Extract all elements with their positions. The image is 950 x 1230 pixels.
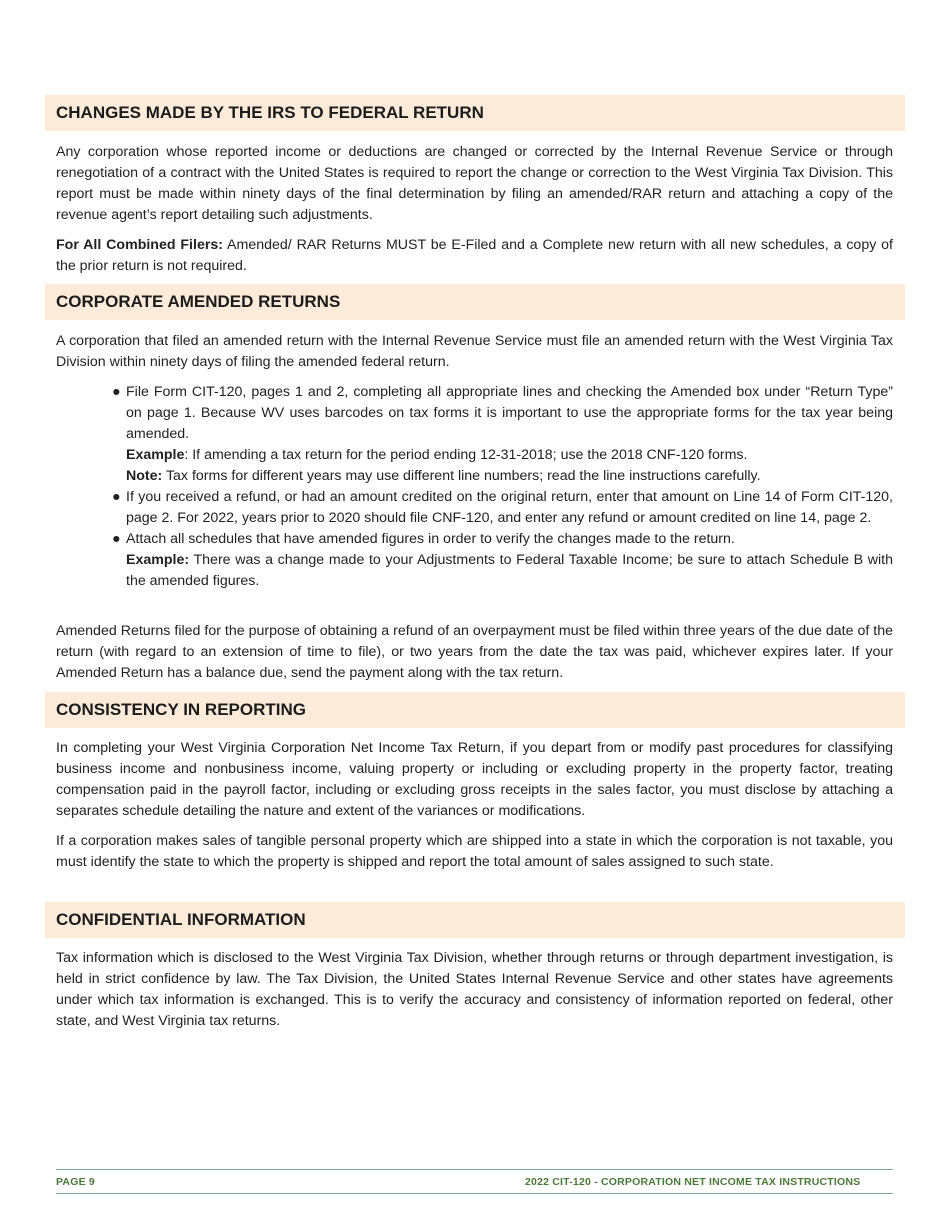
- consistency-paragraph-2: If a corporation makes sales of tangible personal property which are shipped into a state in which the corporation is not taxable, you must identify the state to which the property is shipped and report the total amount of sales assigned to such state.: [56, 833, 893, 870]
- combined-filers-text: Amended/ RAR Returns MUST be E-Filed and a Complete new return with all new schedules, a copy of the prior return is not required.: [56, 237, 893, 274]
- list-item: [112, 382, 893, 487]
- footer-bottom-rule: [56, 1193, 893, 1194]
- example-label: Example:: [126, 552, 190, 568]
- bullet-text: File Form CIT-120, pages 1 and 2, completing all appropriate lines and checking the Amended box under “Return Type” on page 1. Because WV uses barcodes on tax forms it is important to use the appropriate forms for the tax year being amended.: [126, 384, 893, 442]
- section-heading-consistency: CONSISTENCY IN REPORTING: [45, 692, 905, 728]
- amended-intro-paragraph: A corporation that filed an amended return with the Internal Revenue Service must file an amended return with the West Virginia Tax Division within ninety days of filing the amended federal return.: [56, 333, 893, 370]
- note-text: Tax forms for different years may use different line numbers; read the line instructions carefully.: [162, 468, 761, 484]
- bullet-icon: ●: [112, 489, 121, 505]
- section-heading-amended-returns: CORPORATE AMENDED RETURNS: [45, 284, 905, 320]
- list-item: [112, 529, 893, 592]
- consistency-paragraph-1: In completing your West Virginia Corporation Net Income Tax Return, if you depart from or modify past procedures for classifying business income and nonbusiness income, valuing property or including or excluding property in the property factor, treating compensation paid in the payroll factor, including or excluding gross receipts in the sales factor, you must disclose by attaching a separates schedule detailing the nature and extent of the variances or modifications.: [56, 740, 893, 819]
- section-heading-irs-changes: CHANGES MADE BY THE IRS TO FEDERAL RETURN: [45, 95, 905, 131]
- bullet-icon: ●: [112, 384, 121, 400]
- note-label: Note:: [126, 468, 163, 484]
- combined-filers-paragraph: [56, 235, 893, 277]
- footer-top-rule: [56, 1169, 893, 1170]
- bullet-text: Attach all schedules that have amended figures in order to verify the changes made to the return.: [126, 531, 735, 547]
- amended-instructions-list: [112, 382, 893, 592]
- section-heading-confidential: CONFIDENTIAL INFORMATION: [45, 902, 905, 938]
- footer-page-number: PAGE 9: [56, 1176, 95, 1188]
- combined-filers-label: For All Combined Filers:: [56, 237, 223, 253]
- irs-changes-paragraph: Any corporation whose reported income or deductions are changed or corrected by the Internal Revenue Service or through renegotiation of a contract with the United States is required to report the change or correction to the West Virginia Tax Division. This report must be made within ninety days of the final determination by filing an amended/RAR return and attaching a copy of the revenue agent’s report detailing such adjustments.: [56, 144, 893, 223]
- bullet-text: If you received a refund, or had an amount credited on the original return, enter that amount on Line 14 of Form CIT-120, page 2. For 2022, years prior to 2020 should file CNF-120, and enter any refund or amount credited on line 14, page 2.: [126, 489, 893, 526]
- confidential-paragraph: Tax information which is disclosed to the West Virginia Tax Division, whether through returns or through department investigation, is held in strict confidence by law. The Tax Division, the United States Internal Revenue Service and other states have agreements under which tax information is exchanged. This is to verify the accuracy and consistency of information reported on federal, other state, and West Virginia tax returns.: [56, 950, 893, 1029]
- amended-closing-paragraph: Amended Returns filed for the purpose of obtaining a refund of an overpayment must be filed within three years of the due date of the return (with regard to an extension of time to file), or two years from the date the tax was paid, whichever expires later. If your Amended Return has a balance due, send the payment along with the tax return.: [56, 623, 893, 681]
- footer-document-title: 2022 CIT-120 - CORPORATION NET INCOME TAX INSTRUCTIONS: [525, 1176, 861, 1188]
- example-text: There was a change made to your Adjustments to Federal Taxable Income; be sure to attach Schedule B with the amended figures.: [126, 552, 893, 589]
- example-label: Example: [126, 447, 185, 463]
- bullet-icon: ●: [112, 531, 121, 547]
- list-item: [112, 487, 893, 529]
- example-text: : If amending a tax return for the period ending 12-31-2018; use the 2018 CNF-120 forms.: [184, 447, 748, 463]
